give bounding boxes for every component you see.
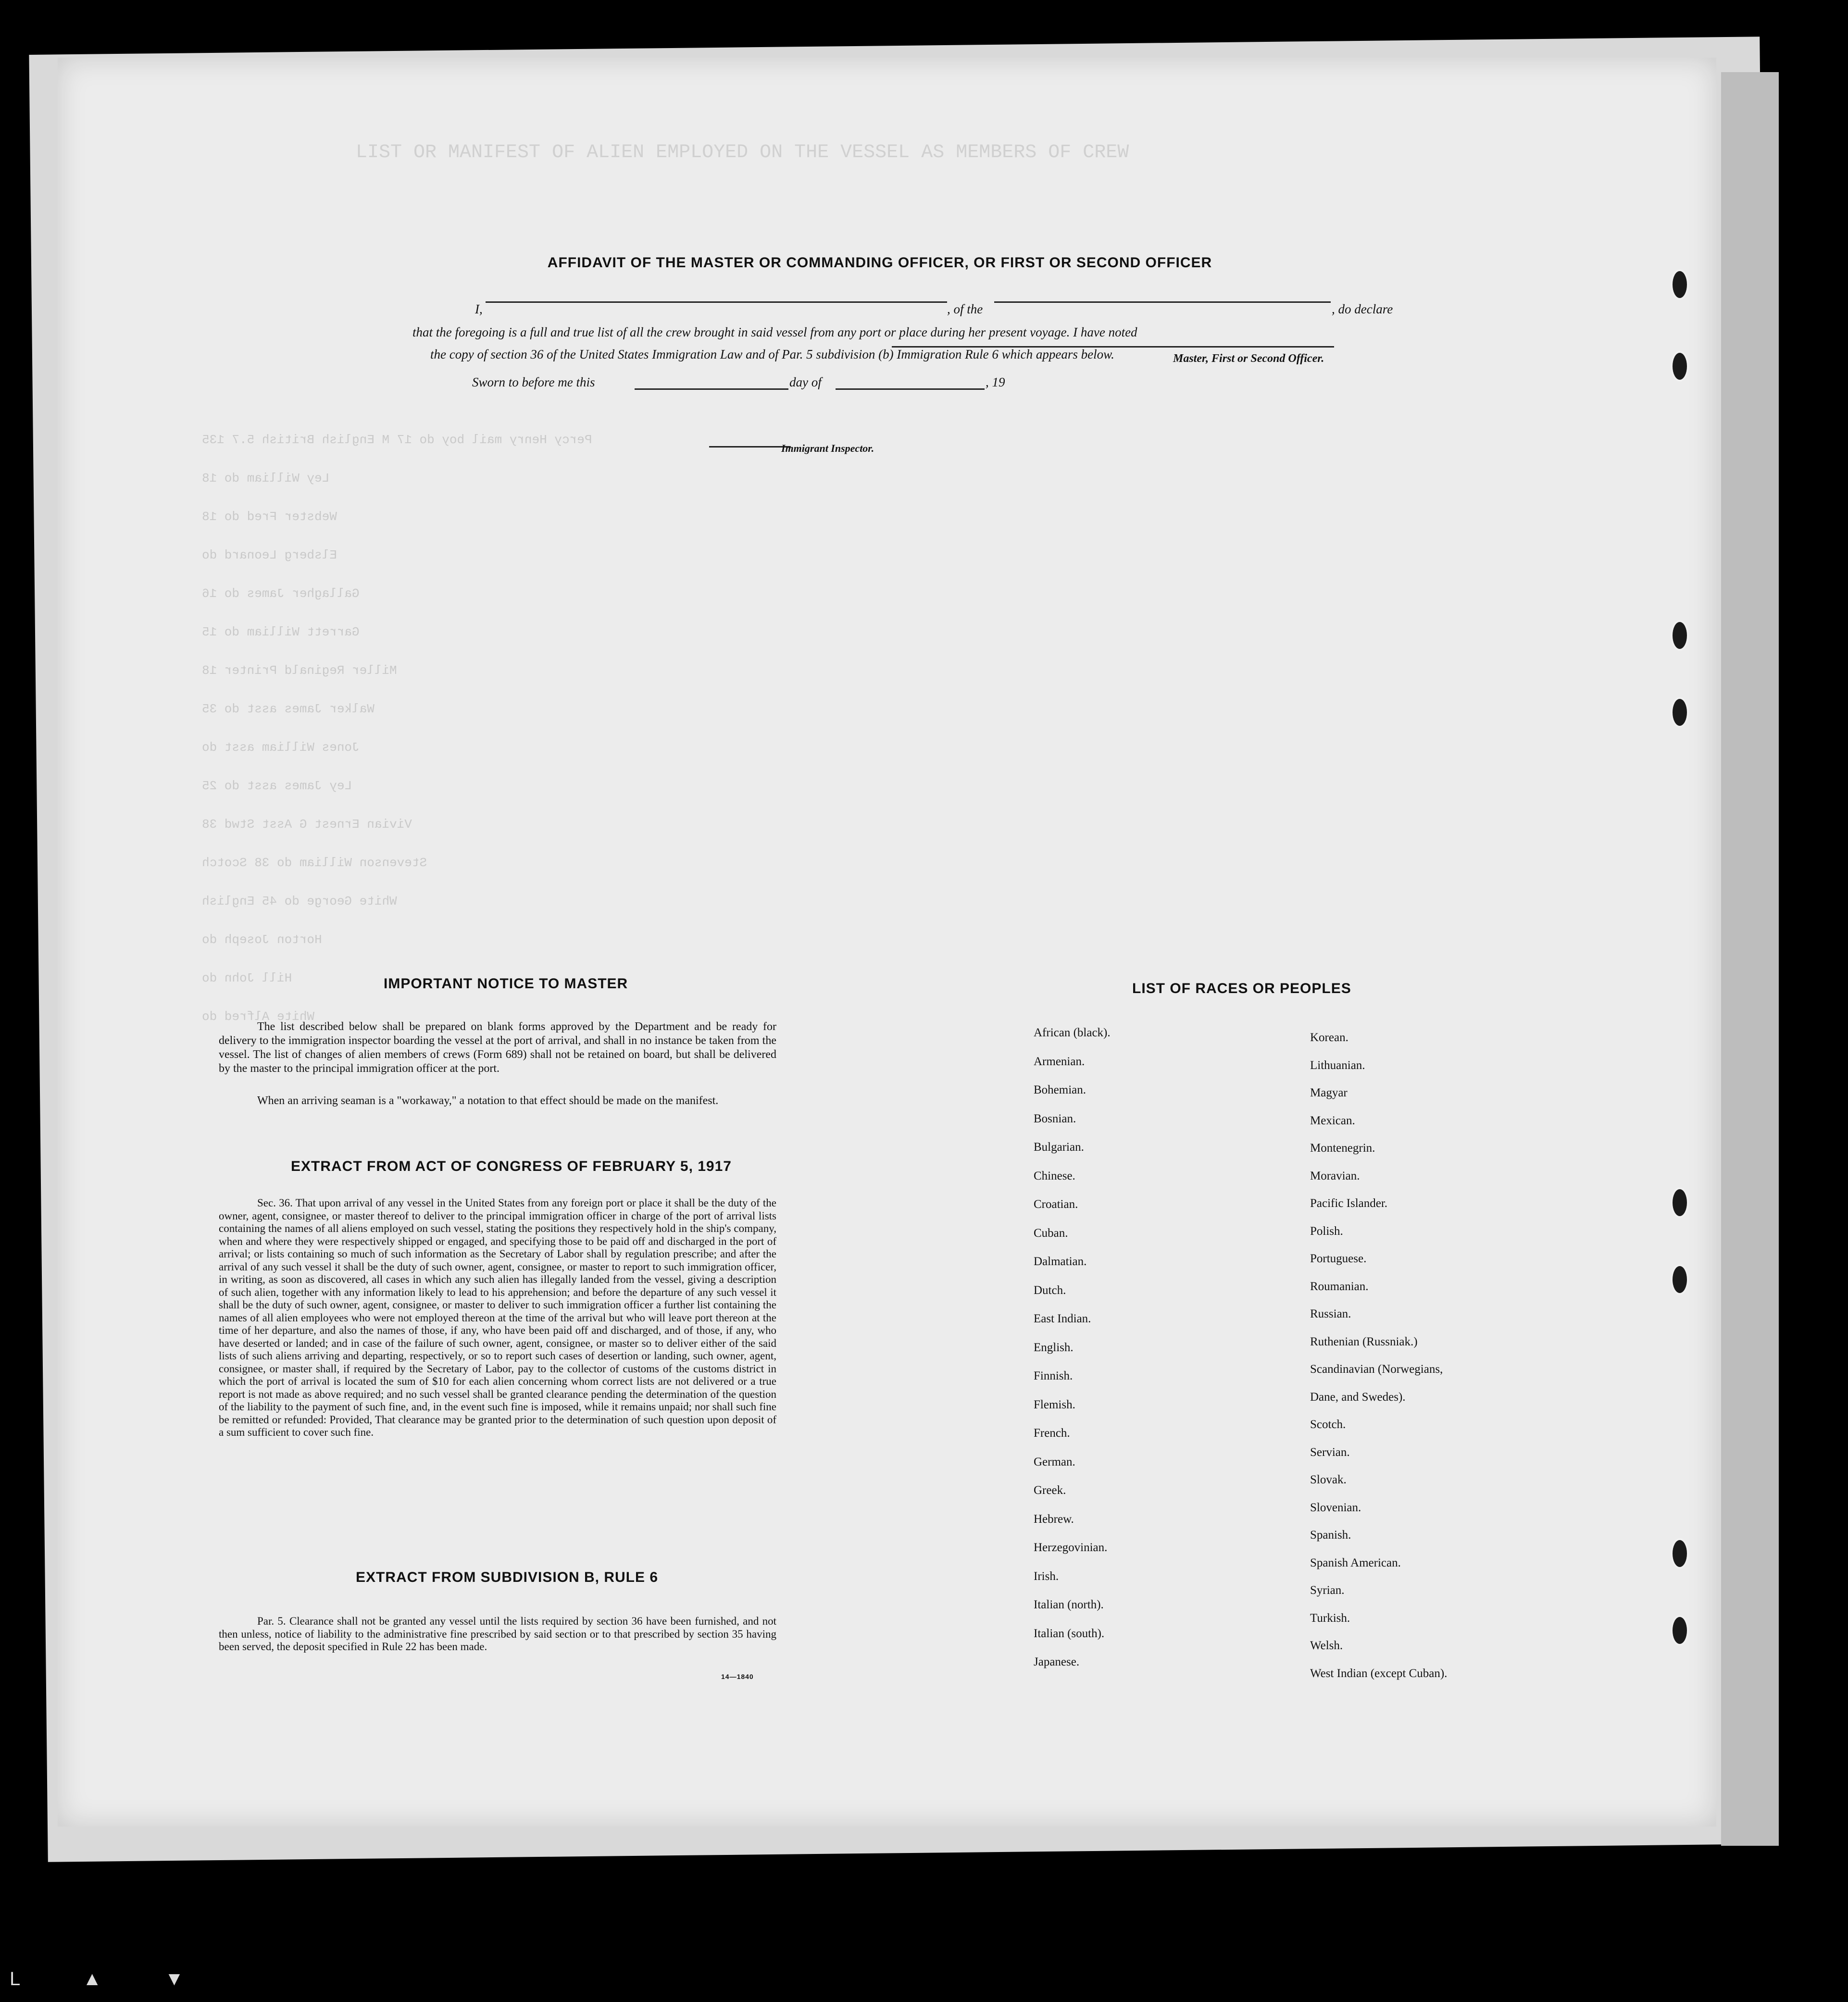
bleed-row: White George do 45 English	[202, 894, 397, 908]
bleed-row: Garrett William do 15	[202, 625, 360, 639]
punch-hole	[1671, 620, 1689, 651]
race-item: Welsh.	[1310, 1639, 1343, 1652]
bleed-row: Elsberg Leonard do	[202, 548, 337, 562]
race-item: Greek.	[1034, 1484, 1066, 1497]
side-strip	[1721, 72, 1779, 1846]
race-item: African (black).	[1034, 1026, 1111, 1039]
extract-rule-title: EXTRACT FROM SUBDIVISION B, RULE 6	[356, 1569, 659, 1585]
bleed-row: Ley James asst do 25	[202, 779, 352, 793]
sworn-day-line	[635, 388, 788, 390]
race-item: German.	[1034, 1455, 1075, 1468]
race-item: Armenian.	[1034, 1055, 1085, 1068]
race-item: Dane, and Swedes).	[1310, 1390, 1406, 1404]
bleed-row: Hill John do	[202, 971, 292, 985]
race-item: Bosnian.	[1034, 1112, 1076, 1125]
race-item: Croatian.	[1034, 1198, 1078, 1211]
race-item: Spanish American.	[1310, 1556, 1401, 1569]
bleed-header: LIST OR MANIFEST OF ALIEN EMPLOYED ON THE VESSEL AS MEMBERS OF CREW	[356, 142, 1129, 163]
race-item: Lithuanian.	[1310, 1058, 1365, 1072]
form-number: 14—1840	[721, 1673, 754, 1680]
race-item: Chinese.	[1034, 1169, 1075, 1182]
race-item: Dalmatian.	[1034, 1255, 1087, 1268]
bleed-row: Horton Joseph do	[202, 933, 322, 947]
notice-paragraph-1: The list described below shall be prepared on blank forms approved by the Department and be ready for delivery to the immigration inspector boarding the vessel at the port of arrival, and shall in no instance be taken from the vessel. The list of changes of alien members of crews (Form 689) shall not be retained on board, but shall be delivered by the master to the principal immigration officer at the port.	[219, 1020, 776, 1075]
bleed-row: Gallagher James do 16	[202, 586, 360, 601]
race-item: Irish.	[1034, 1569, 1059, 1583]
punch-hole	[1671, 269, 1689, 300]
race-item: Scandinavian (Norwegians,	[1310, 1363, 1443, 1376]
race-item: Roumanian.	[1310, 1280, 1369, 1293]
inspector-label: Immigrant Inspector.	[781, 442, 874, 454]
declaration-line-1: that the foregoing is a full and true list of all the crew brought in said vessel from any port or place during her present voyage. I have noted	[412, 325, 1137, 339]
notice-paragraph-2: When an arriving seaman is a "workaway," a notation to that effect should be made on the manifest.	[257, 1094, 719, 1107]
of-the-label: , of the	[947, 302, 983, 316]
race-item: Magyar	[1310, 1086, 1348, 1099]
race-item: Slovenian.	[1310, 1501, 1361, 1514]
sworn-label: Sworn to before me this	[472, 375, 595, 389]
manifest-page	[58, 58, 1716, 1827]
day-of-label: day of	[789, 375, 822, 389]
bleed-row: Jones William asst do	[202, 740, 360, 755]
punch-hole	[1671, 1538, 1689, 1569]
race-item: Bohemian.	[1034, 1083, 1086, 1096]
master-signature-label: Master, First or Second Officer.	[1173, 352, 1324, 365]
do-declare-label: , do declare	[1332, 302, 1393, 316]
race-item: Russian.	[1310, 1307, 1351, 1320]
master-signature-line	[892, 346, 1334, 348]
race-item: Slovak.	[1310, 1473, 1347, 1486]
year-label: , 19	[986, 375, 1005, 389]
bleed-row: Walker James asst do 35	[202, 702, 375, 716]
race-item: Syrian.	[1310, 1584, 1345, 1597]
affidavit-title: AFFIDAVIT OF THE MASTER OR COMMANDING OFFICER, OR FIRST OR SECOND OFFICER	[547, 255, 1212, 271]
race-item: Italian (north).	[1034, 1598, 1104, 1611]
race-item: Japanese.	[1034, 1655, 1080, 1668]
race-item: Dutch.	[1034, 1283, 1066, 1297]
race-item: Flemish.	[1034, 1398, 1075, 1411]
inspector-line	[709, 446, 791, 448]
extract-congress-body: Sec. 36. That upon arrival of any vessel in the United States from any foreign port or place it shall be the duty of the owner, agent, consignee, or master thereof to deliver to the principal immigration officer in charge of the port of arrival lists containing the names of all aliens employed on such vessel, stating the positions they respectively hold in the ship's company, when and where they were respectively shipped or engaged, and specifying those to be paid off and discharged in the port of arrival; or lists containing so much of such information as the Secretary of Labor shall by regulation prescribe; and after the arrival of any such vessel it shall be the duty of such owner, agent, consignee, or master to report to such immigration officer, in writing, as soon as discovered, all cases in which any such alien has illegally landed from the vessel, giving a description of such alien, together with any information likely to lead to his apprehension; and before the departure of any such vessel it shall be the duty of such owner, agent, consignee, or master to deliver to such immigration officer a further list containing the names of all alien employees who were not employed thereon at the time of the arrival but who will leave port thereon at the time of her departure, and also the names of those, if any, who have been paid off and discharged, and of those, if any, who have deserted or landed; and in case of the failure of such owner, agent, consignee, or master so to deliver either of the said lists of such aliens arriving and departing, respectively, or so to report such cases of desertion or landing, such owner, agent, consignee, or master shall, if required by the Secretary of Labor, pay to the collector of customs of the customs district in which the port of arrival is located the sum of $10 for each alien concerning whom correct lists are not delivered or a true report is not made as above required; and no such vessel shall be granted clearance pending the determination of the question of the liability to the payment of such fine, and, in the event such fine is imposed, while it remains unpaid; nor shall such fine be remitted or refunded: Provided, That clearance may be granted prior to the determination of such question upon deposit of a sum sufficient to cover such fine.	[219, 1197, 776, 1438]
race-item: Mexican.	[1310, 1114, 1355, 1127]
race-item: Finnish.	[1034, 1369, 1073, 1382]
race-item: Spanish.	[1310, 1529, 1351, 1542]
race-item: Turkish.	[1310, 1611, 1350, 1625]
extract-rule-body: Par. 5. Clearance shall not be granted any vessel until the lists required by section 36 have been furnished, and not then unless, notice of liability to the administrative fine prescribed by said section or to that prescribed by section 35 having been served, the deposit specified in Rule 22 has been made.	[219, 1615, 776, 1653]
race-item: Servian.	[1310, 1445, 1350, 1459]
bleed-row: White Alfred do	[202, 1009, 315, 1024]
sworn-month-line	[836, 388, 985, 390]
race-item: Moravian.	[1310, 1169, 1360, 1182]
race-item: Italian (south).	[1034, 1627, 1105, 1640]
race-item: Bulgarian.	[1034, 1141, 1084, 1154]
races-title: LIST OF RACES OR PEOPLES	[1132, 981, 1351, 996]
race-item: Korean.	[1310, 1031, 1349, 1044]
bleed-row: Stevenson William do 38 Scotch	[202, 856, 427, 870]
bleed-row: Vivian Ernest G Asst Stwd 38	[202, 817, 412, 832]
punch-hole	[1671, 1615, 1689, 1646]
race-item: French.	[1034, 1427, 1070, 1440]
race-item: Pacific Islander.	[1310, 1197, 1388, 1210]
race-item: Herzegovinian.	[1034, 1541, 1108, 1554]
punch-hole	[1671, 697, 1689, 728]
i-label: I,	[475, 302, 483, 316]
bleed-row: Webster Fred do 18	[202, 510, 337, 524]
bleed-row: Percy Henry mail boy do 17 M English British 5.7 135	[202, 433, 592, 447]
race-item: English.	[1034, 1341, 1074, 1354]
race-item: Montenegrin.	[1310, 1142, 1375, 1155]
race-item: Ruthenian (Russniak.)	[1310, 1335, 1418, 1348]
vessel-line	[994, 301, 1331, 303]
punch-hole	[1671, 1187, 1689, 1218]
race-item: East Indian.	[1034, 1312, 1091, 1325]
extract-congress-title: EXTRACT FROM ACT OF CONGRESS OF FEBRUARY 5, 1917	[291, 1158, 732, 1174]
film-marks: L ▲ ▼	[10, 1968, 213, 1990]
notice-title: IMPORTANT NOTICE TO MASTER	[384, 976, 628, 992]
race-item: Hebrew.	[1034, 1512, 1074, 1526]
punch-hole	[1671, 1264, 1689, 1295]
race-item: Cuban.	[1034, 1226, 1068, 1240]
race-item: Scotch.	[1310, 1418, 1346, 1431]
punch-hole	[1671, 351, 1689, 382]
race-item: Polish.	[1310, 1224, 1343, 1238]
bleed-row: Ley William do 18	[202, 471, 330, 485]
race-item: Portuguese.	[1310, 1252, 1367, 1265]
name-line	[486, 301, 947, 303]
race-item: West Indian (except Cuban).	[1310, 1666, 1448, 1680]
declaration-line-2: the copy of section 36 of the United States Immigration Law and of Par. 5 subdivision (b) Immigration Rule 6 which appears below.	[430, 347, 1114, 361]
bleed-row: Miller Reginald Printer 18	[202, 663, 397, 678]
